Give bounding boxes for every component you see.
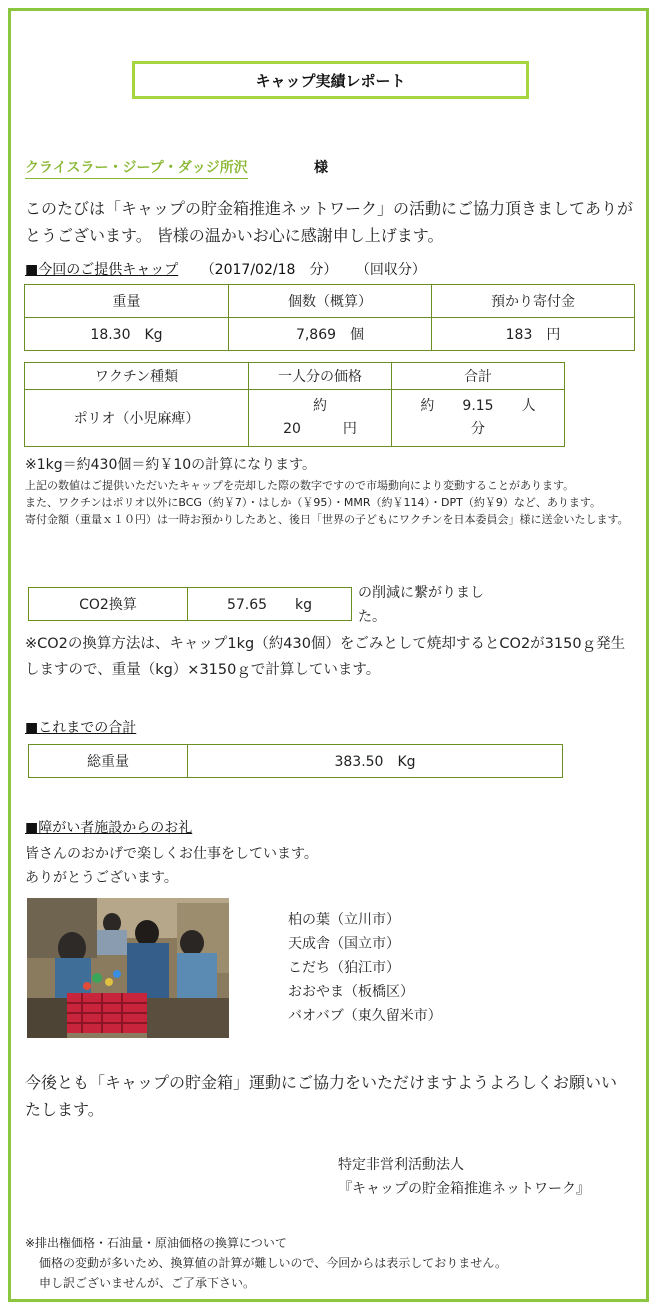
co2-suffix: の削減に繋がりました。 [358, 585, 484, 625]
detail-notes [25, 477, 637, 528]
org-name-line2: 『キャップの貯金箱推進ネットワーク』 [338, 1181, 590, 1197]
facility-item: バオバブ（東久留米市） [288, 1008, 442, 1024]
vaccine-total-cell [392, 390, 565, 447]
footer-line-3: 申し訳ございませんが、ご了承下さい。 [39, 1276, 256, 1290]
intro-text: このたびは「キャップの貯金箱推進ネットワーク」の活動にご協力頂きましてありがとうございます。 皆様の温かいお心に感謝申し上げます。 [25, 199, 634, 245]
current-date: （2017/02/18 分） [200, 262, 338, 278]
cumulative-table [28, 744, 563, 778]
facility-list [288, 908, 442, 1028]
report-title: キャップ実績レポート [132, 61, 529, 99]
co2-value: 57.65 kg [188, 588, 352, 621]
vaccine-kind: ポリオ（小児麻痺） [25, 390, 249, 447]
cumulative-label: 総重量 [29, 745, 188, 778]
current-heading-label: ■今回のご提供キャップ [25, 262, 179, 278]
current-value-weight: 18.30 Kg [25, 318, 229, 351]
current-value-count: 7,869 個 [229, 318, 432, 351]
co2-table [28, 587, 352, 621]
current-table [24, 284, 635, 351]
current-header-donation: 預かり寄付金 [432, 285, 635, 318]
co2-label: CO2換算 [29, 588, 188, 621]
footer-line-2: 価格の変動が多いため、換算値の計算が難しいので、今回からは表示しておりません。 [39, 1256, 508, 1270]
vaccine-total-line1: 約 9.15 人 [420, 398, 536, 414]
thanks-heading-label: ■障がい者施設からのお礼 [25, 820, 193, 836]
thanks-section-heading [25, 817, 192, 837]
vaccine-header-total: 合計 [392, 363, 565, 390]
recipient-honorific: 様 [314, 160, 328, 176]
vaccine-price-cell [249, 390, 392, 447]
vaccine-header-price: 一人分の価格 [249, 363, 392, 390]
cumulative-value: 383.50 Kg [188, 745, 563, 778]
facility-item: おおやま（板橋区） [288, 984, 414, 1000]
current-header-weight: 重量 [25, 285, 229, 318]
thanks-message [25, 842, 318, 890]
workshop-photo [27, 898, 229, 1038]
vaccine-total-line2: 分 [471, 421, 485, 437]
recipient-company: クライスラー・ジープ・ダッジ所沢 [25, 157, 248, 179]
footer-line-1: ※排出権価格・石油量・原油価格の換算について [25, 1236, 287, 1250]
report-frame [8, 8, 649, 1302]
facility-item: こだち（狛江市） [288, 960, 400, 976]
cumulative-heading-label: ■これまでの合計 [25, 720, 137, 736]
vaccine-price-line2: 20 円 [283, 421, 357, 437]
facility-item: 柏の葉（立川市） [288, 912, 400, 928]
thanks-line-2: ありがとうございます。 [25, 870, 178, 886]
closing-text: 今後とも「キャップの貯金箱」運動にご協力をいただけますようよろしくお願いいたします。 [25, 1073, 618, 1119]
current-type: （回収分） [355, 262, 426, 278]
vaccine-header-kind: ワクチン種類 [25, 363, 249, 390]
detail-note-2: また、ワクチンはポリオ以外にBCG（約￥7）・はしか（￥95）・MMR（約￥114）・DPT（約￥9）など、あります。 [25, 496, 601, 509]
detail-note-3: 寄付金額（重量ｘ１０円）は一時お預かりしたあと、後日「世界の子どもにワクチンを日本委員会」様に送金いたします。 [25, 513, 629, 526]
current-header-count: 個数（概算） [229, 285, 432, 318]
footer-notes [25, 1233, 507, 1293]
cumulative-section-heading [25, 717, 136, 737]
detail-note-1: 上記の数値はご提供いただいたキャップを売却した際の数字ですので市場動向により変動することがあります。 [25, 479, 575, 492]
current-value-donation: 183 円 [432, 318, 635, 351]
current-section-heading [25, 259, 426, 279]
rate-note: ※1kg＝約430個＝約￥10の計算になります。 [25, 457, 317, 473]
vaccine-price-line1: 約 [313, 398, 327, 414]
vaccine-table [24, 362, 565, 447]
facility-item: 天成舎（国立市） [288, 936, 400, 952]
org-name-line1: 特定非営利活動法人 [338, 1157, 464, 1173]
co2-note: ※CO2の換算方法は、キャップ1kg（約430個）をごみとして焼却するとCO2が3150ｇ発生しますので、重量（kg）×3150ｇで計算しています。 [25, 636, 626, 678]
thanks-line-1: 皆さんのおかげで楽しくお仕事をしています。 [25, 846, 318, 862]
